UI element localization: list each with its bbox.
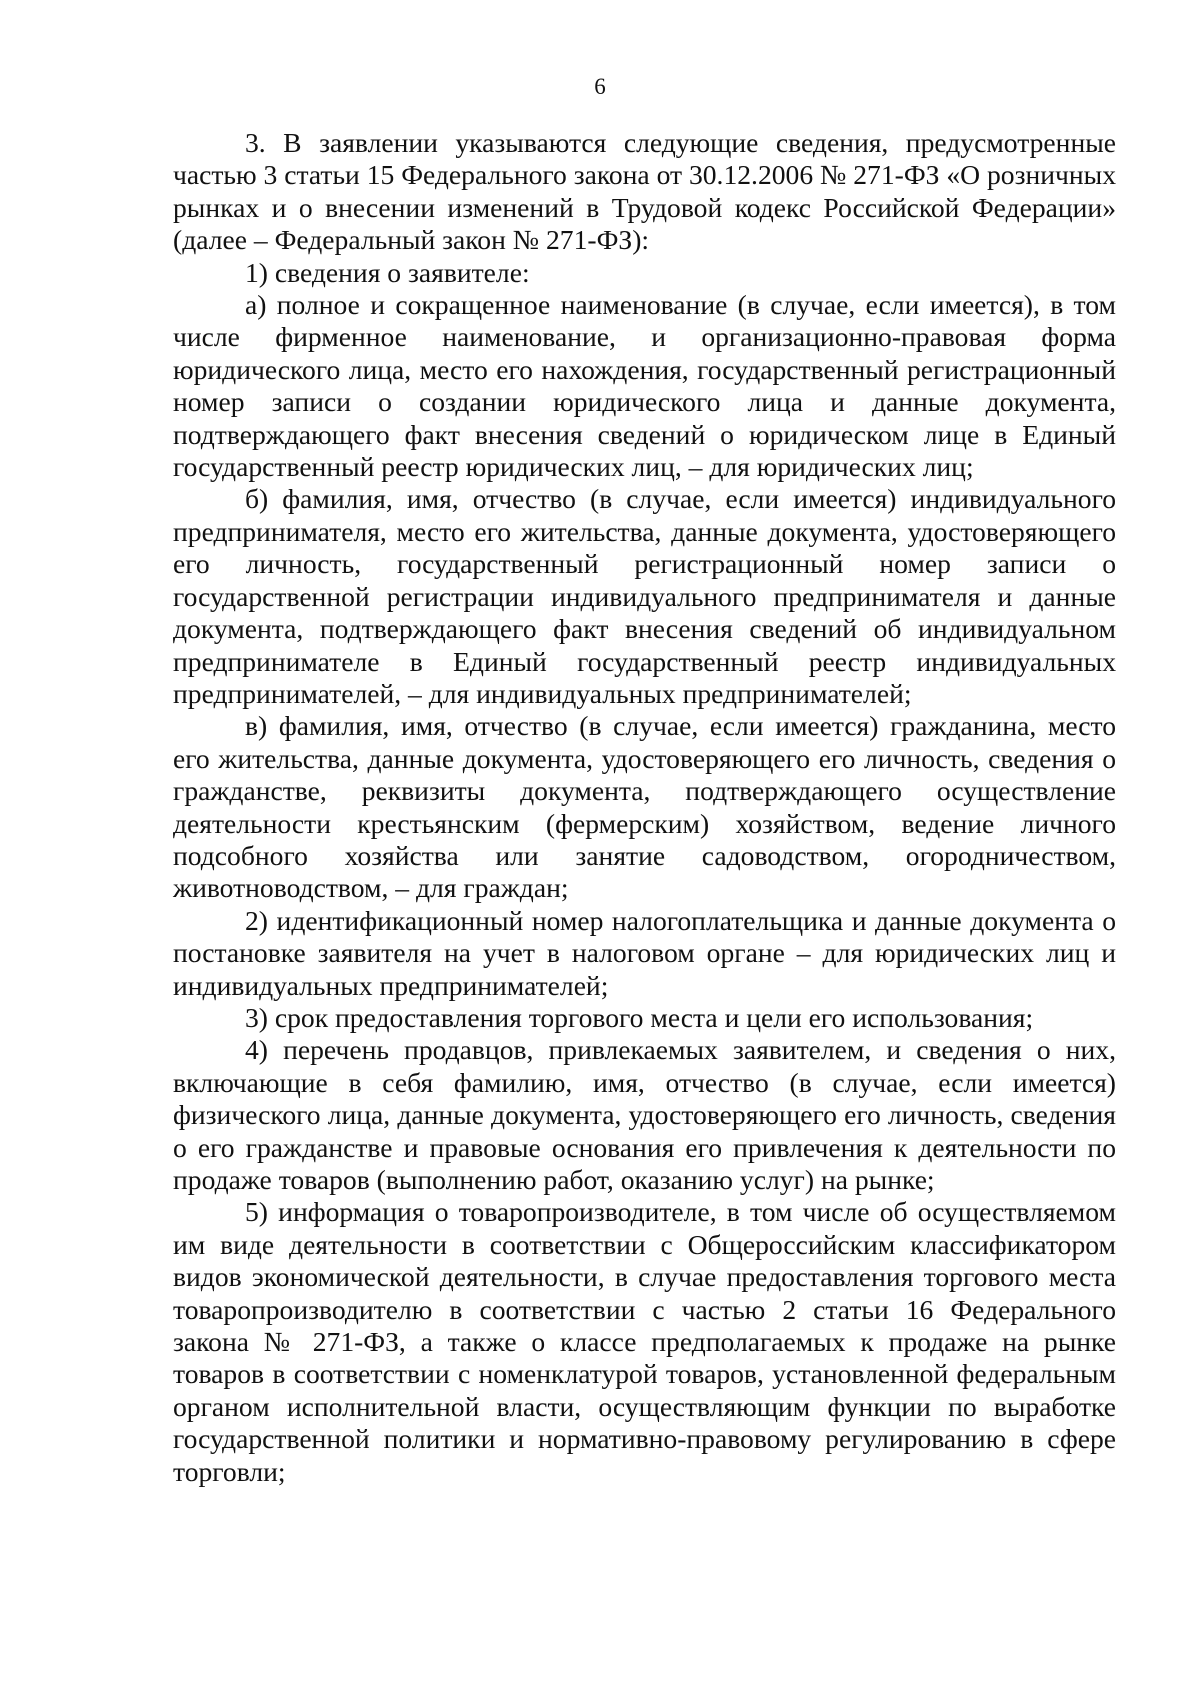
- paragraph-subitem-2: 2) идентификационный номер налогоплательщика и данные документа о постановке заявителя на учет в налоговом органе – для юридических лиц и индивидуальных предпринимателей;: [173, 904, 1116, 1001]
- paragraph-subitem-3: 3) срок предоставления торгового места и цели его использования;: [245, 1001, 1034, 1033]
- paragraph-subitem-b: б) фамилия, имя, отчество (в случае, если имеется) индивидуального предпринимателя, место его жительства, данные документа, удостоверяющего его личность, государственный регистрационный номер записи о государственной регистрации индивидуального предпринимателя и данные документа, подтверждающего факт внесения сведений об индивидуальном предпринимателе в Единый государственный реестр индивидуальных предпринимателей, – для индивидуальных предпринимателей;: [173, 483, 1116, 709]
- document-body: [173, 127, 1116, 1488]
- paragraph-subitem-v: в) фамилия, имя, отчество (в случае, если имеется) гражданина, место его жительства, данные документа, удостоверяющего его личность, сведения о гражданстве, реквизиты документа, подтверждающего осуществление деятельности крестьянским (фермерским) хозяйством, ведение личного подсобного хозяйства или занятие садоводством, огородничеством, животноводством, – для граждан;: [173, 710, 1116, 904]
- paragraph-subitem-5: 5) информация о товаропроизводителе, в том числе об осуществляемом им виде деятельности в соответствии с Общероссийским классификатором видов экономической деятельности, в случае предоставления торгового места товаропроизводителю в соответствии с частью 2 статьи 16 Федерального закона № 271-ФЗ, а также о классе предполагаемых к продаже на рынке товаров в соответствии с номенклатурой товаров, установленной федеральным органом исполнительной власти, осуществляющим функции по выработке государственной политики и нормативно-правовому регулированию в сфере торговли;: [173, 1196, 1116, 1487]
- paragraph-item-3: 3. В заявлении указываются следующие сведения, предусмотренные частью 3 статьи 15 Федерального закона от 30.12.2006 № 271-ФЗ «О розничных рынках и о внесении изменений в Трудовой кодекс Российской Федерации» (далее – Федеральный закон № 271-ФЗ):: [173, 127, 1116, 256]
- paragraph-subitem-4: 4) перечень продавцов, привлекаемых заявителем, и сведения о них, включающие в себя фамилию, имя, отчество (в случае, если имеется) физического лица, данные документа, удостоверяющего его личность, сведения о его гражданстве и правовые основания его привлечения к деятельности по продаже товаров (выполнению работ, оказанию услуг) на рынке;: [173, 1034, 1116, 1195]
- page-number: 6: [594, 74, 606, 99]
- paragraph-subitem-1: 1) сведения о заявителе:: [245, 256, 530, 288]
- paragraph-subitem-a: а) полное и сокращенное наименование (в случае, если имеется), в том числе фирменное наименование, и организационно-правовая форма юридического лица, место его нахождения, государственный регистрационный номер записи о создании юридического лица и данные документа, подтверждающего факт внесения сведений о юридическом лице в Единый государственный реестр юридических лиц, – для юридических лиц;: [173, 289, 1116, 483]
